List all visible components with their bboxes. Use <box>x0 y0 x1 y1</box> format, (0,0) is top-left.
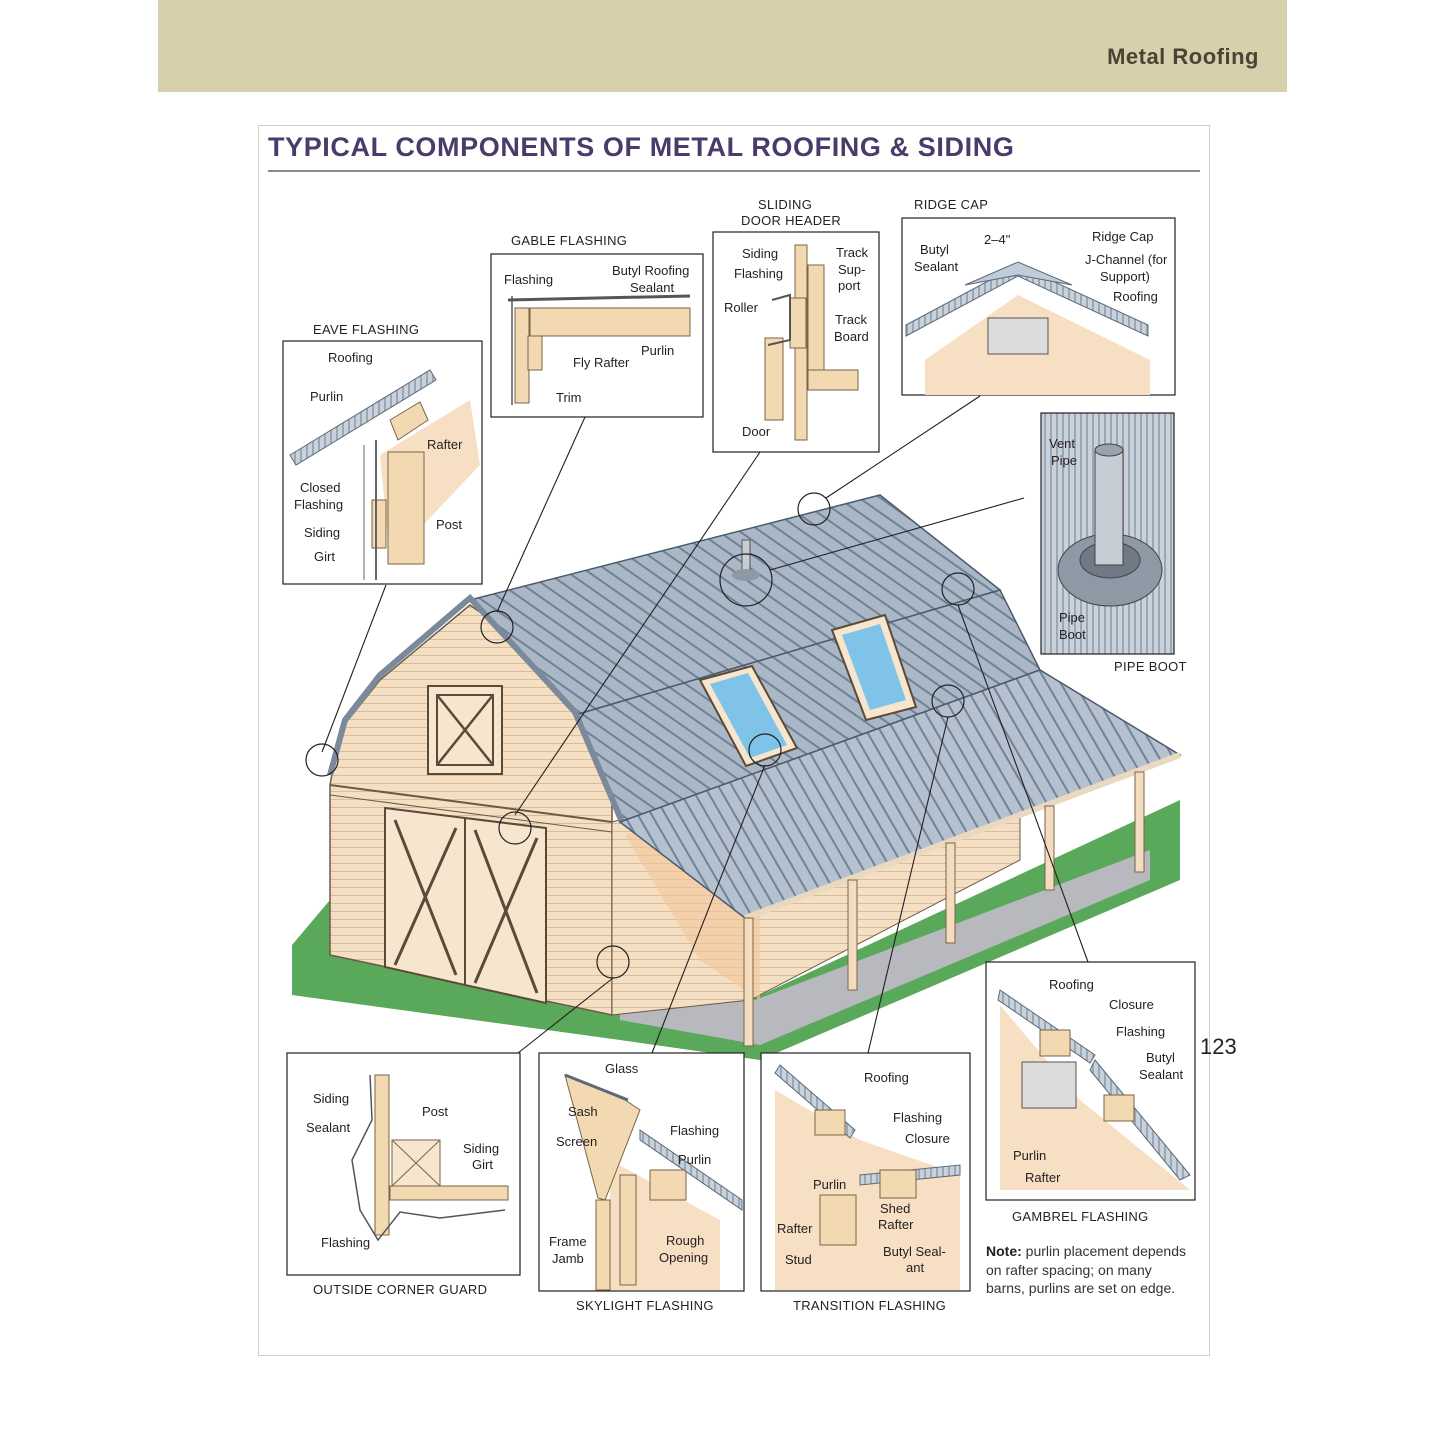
inset-gable-flashing <box>491 233 703 417</box>
door-label-siding: Siding <box>742 246 779 261</box>
pipe-label-pipe-2: Pipe <box>1059 610 1086 625</box>
transition-label-butyl: Butyl Seal- <box>883 1244 946 1259</box>
section-title: Metal Roofing <box>1107 44 1259 69</box>
ridge-label-ridge-cap: Ridge Cap <box>1092 229 1154 244</box>
gambrel-label-sealant: Sealant <box>1139 1067 1184 1082</box>
skylight-label-jamb: Jamb <box>552 1251 584 1266</box>
transition-label-stud: Stud <box>785 1252 812 1267</box>
eave-label-girt: Girt <box>314 549 335 564</box>
corner-label-siding: Siding <box>313 1091 350 1106</box>
gable-label-flashing: Flashing <box>504 272 554 287</box>
skylight-label-flashing: Flashing <box>670 1123 720 1138</box>
corner-label-siding-2: Siding <box>463 1141 500 1156</box>
inset-pipe-boot <box>1041 413 1187 674</box>
sliding-door-caption-2: DOOR HEADER <box>741 213 842 228</box>
transition-label-rafter: Rafter <box>777 1221 813 1236</box>
gable-label-butyl: Butyl Roofing <box>612 263 690 278</box>
gambrel-label-roofing: Roofing <box>1049 977 1094 992</box>
transition-label-shed-rafter: Rafter <box>878 1217 914 1232</box>
gambrel-label-closure: Closure <box>1109 997 1154 1012</box>
door-label-roller: Roller <box>724 300 758 315</box>
gable-label-sealant: Sealant <box>630 280 675 295</box>
purlin-note <box>986 1242 1186 1298</box>
corner-label-sealant: Sealant <box>306 1120 351 1135</box>
gable-label-purlin: Purlin <box>641 343 675 358</box>
transition-label-closure: Closure <box>905 1131 950 1146</box>
inset-outside-corner-guard <box>287 1053 520 1297</box>
pipe-label-boot: Boot <box>1059 627 1086 642</box>
figure-title: TYPICAL COMPONENTS OF METAL ROOFING & SIDING <box>268 132 1015 162</box>
skylight-label-purlin: Purlin <box>678 1152 712 1167</box>
gambrel-label-rafter: Rafter <box>1025 1170 1061 1185</box>
inset-gambrel-flashing <box>986 962 1195 1224</box>
corner-label-post: Post <box>422 1104 449 1119</box>
eave-label-flashing: Flashing <box>294 497 344 512</box>
skylight-label-sash: Sash <box>568 1104 598 1119</box>
inset-ridge-cap <box>902 197 1175 395</box>
skylight-label-rough: Rough <box>666 1233 705 1248</box>
door-label-flashing: Flashing <box>734 266 784 281</box>
transition-caption: TRANSITION FLASHING <box>793 1298 947 1313</box>
corner-label-flashing: Flashing <box>321 1235 371 1250</box>
ridge-label-butyl: Butyl <box>920 242 949 257</box>
inset-transition-flashing <box>761 1053 970 1313</box>
transition-label-roofing: Roofing <box>864 1070 909 1085</box>
gambrel-label-purlin: Purlin <box>1013 1148 1047 1163</box>
skylight-label-frame: Frame <box>549 1234 587 1249</box>
pipe-label-vent: Vent <box>1049 436 1076 451</box>
ridge-cap-caption: RIDGE CAP <box>914 197 989 212</box>
door-label-track-2: Track <box>835 312 868 327</box>
eave-label-rafter: Rafter <box>427 437 463 452</box>
ridge-label-jchannel: J-Channel (for <box>1085 252 1168 267</box>
ridge-label-support: Support) <box>1100 269 1150 284</box>
door-label-port: port <box>838 278 861 293</box>
inset-skylight-flashing <box>539 1053 744 1313</box>
corner-guard-caption: OUTSIDE CORNER GUARD <box>313 1282 488 1297</box>
eave-label-purlin: Purlin <box>310 389 344 404</box>
gable-flashing-caption: GABLE FLASHING <box>511 233 628 248</box>
corner-label-girt: Girt <box>472 1157 493 1172</box>
ridge-label-dim: 2–4" <box>984 232 1011 247</box>
transition-label-shed: Shed <box>880 1201 911 1216</box>
door-label-track: Track <box>836 245 869 260</box>
note-bold: Note: <box>986 1243 1022 1259</box>
ridge-label-roofing: Roofing <box>1113 289 1158 304</box>
pipe-boot-caption: PIPE BOOT <box>1114 659 1187 674</box>
gambrel-label-butyl: Butyl <box>1146 1050 1175 1065</box>
ridge-label-sealant: Sealant <box>914 259 959 274</box>
inset-eave-flashing <box>283 322 482 584</box>
door-label-support: Sup- <box>838 262 866 277</box>
skylight-label-opening: Opening <box>659 1250 709 1265</box>
inset-sliding-door-header <box>713 197 879 452</box>
eave-label-post: Post <box>436 517 463 532</box>
note-text: purlin placement depends on rafter spacing; on many barns, purlins are set on edge. <box>986 1243 1187 1296</box>
door-label-board: Board <box>834 329 869 344</box>
skylight-label-screen: Screen <box>556 1134 598 1149</box>
eave-label-closed: Closed <box>300 480 341 495</box>
gambrel-label-flashing: Flashing <box>1116 1024 1166 1039</box>
eave-flashing-caption: EAVE FLASHING <box>313 322 420 337</box>
gable-label-fly-rafter: Fly Rafter <box>573 355 630 370</box>
sliding-door-caption-1: SLIDING <box>758 197 813 212</box>
transition-label-purlin: Purlin <box>813 1177 847 1192</box>
door-label-door: Door <box>742 424 771 439</box>
gambrel-caption: GAMBREL FLASHING <box>1012 1209 1149 1224</box>
vent-pipe <box>742 540 750 574</box>
transition-label-flashing: Flashing <box>893 1110 943 1125</box>
skylight-caption: SKYLIGHT FLASHING <box>576 1298 714 1313</box>
eave-label-roofing: Roofing <box>328 350 373 365</box>
gable-label-trim: Trim <box>556 390 582 405</box>
pipe-label-pipe: Pipe <box>1051 453 1078 468</box>
transition-label-ant: ant <box>906 1260 925 1275</box>
page-number: 123 <box>1200 1034 1237 1059</box>
eave-label-siding: Siding <box>304 525 341 540</box>
skylight-label-glass: Glass <box>605 1061 639 1076</box>
